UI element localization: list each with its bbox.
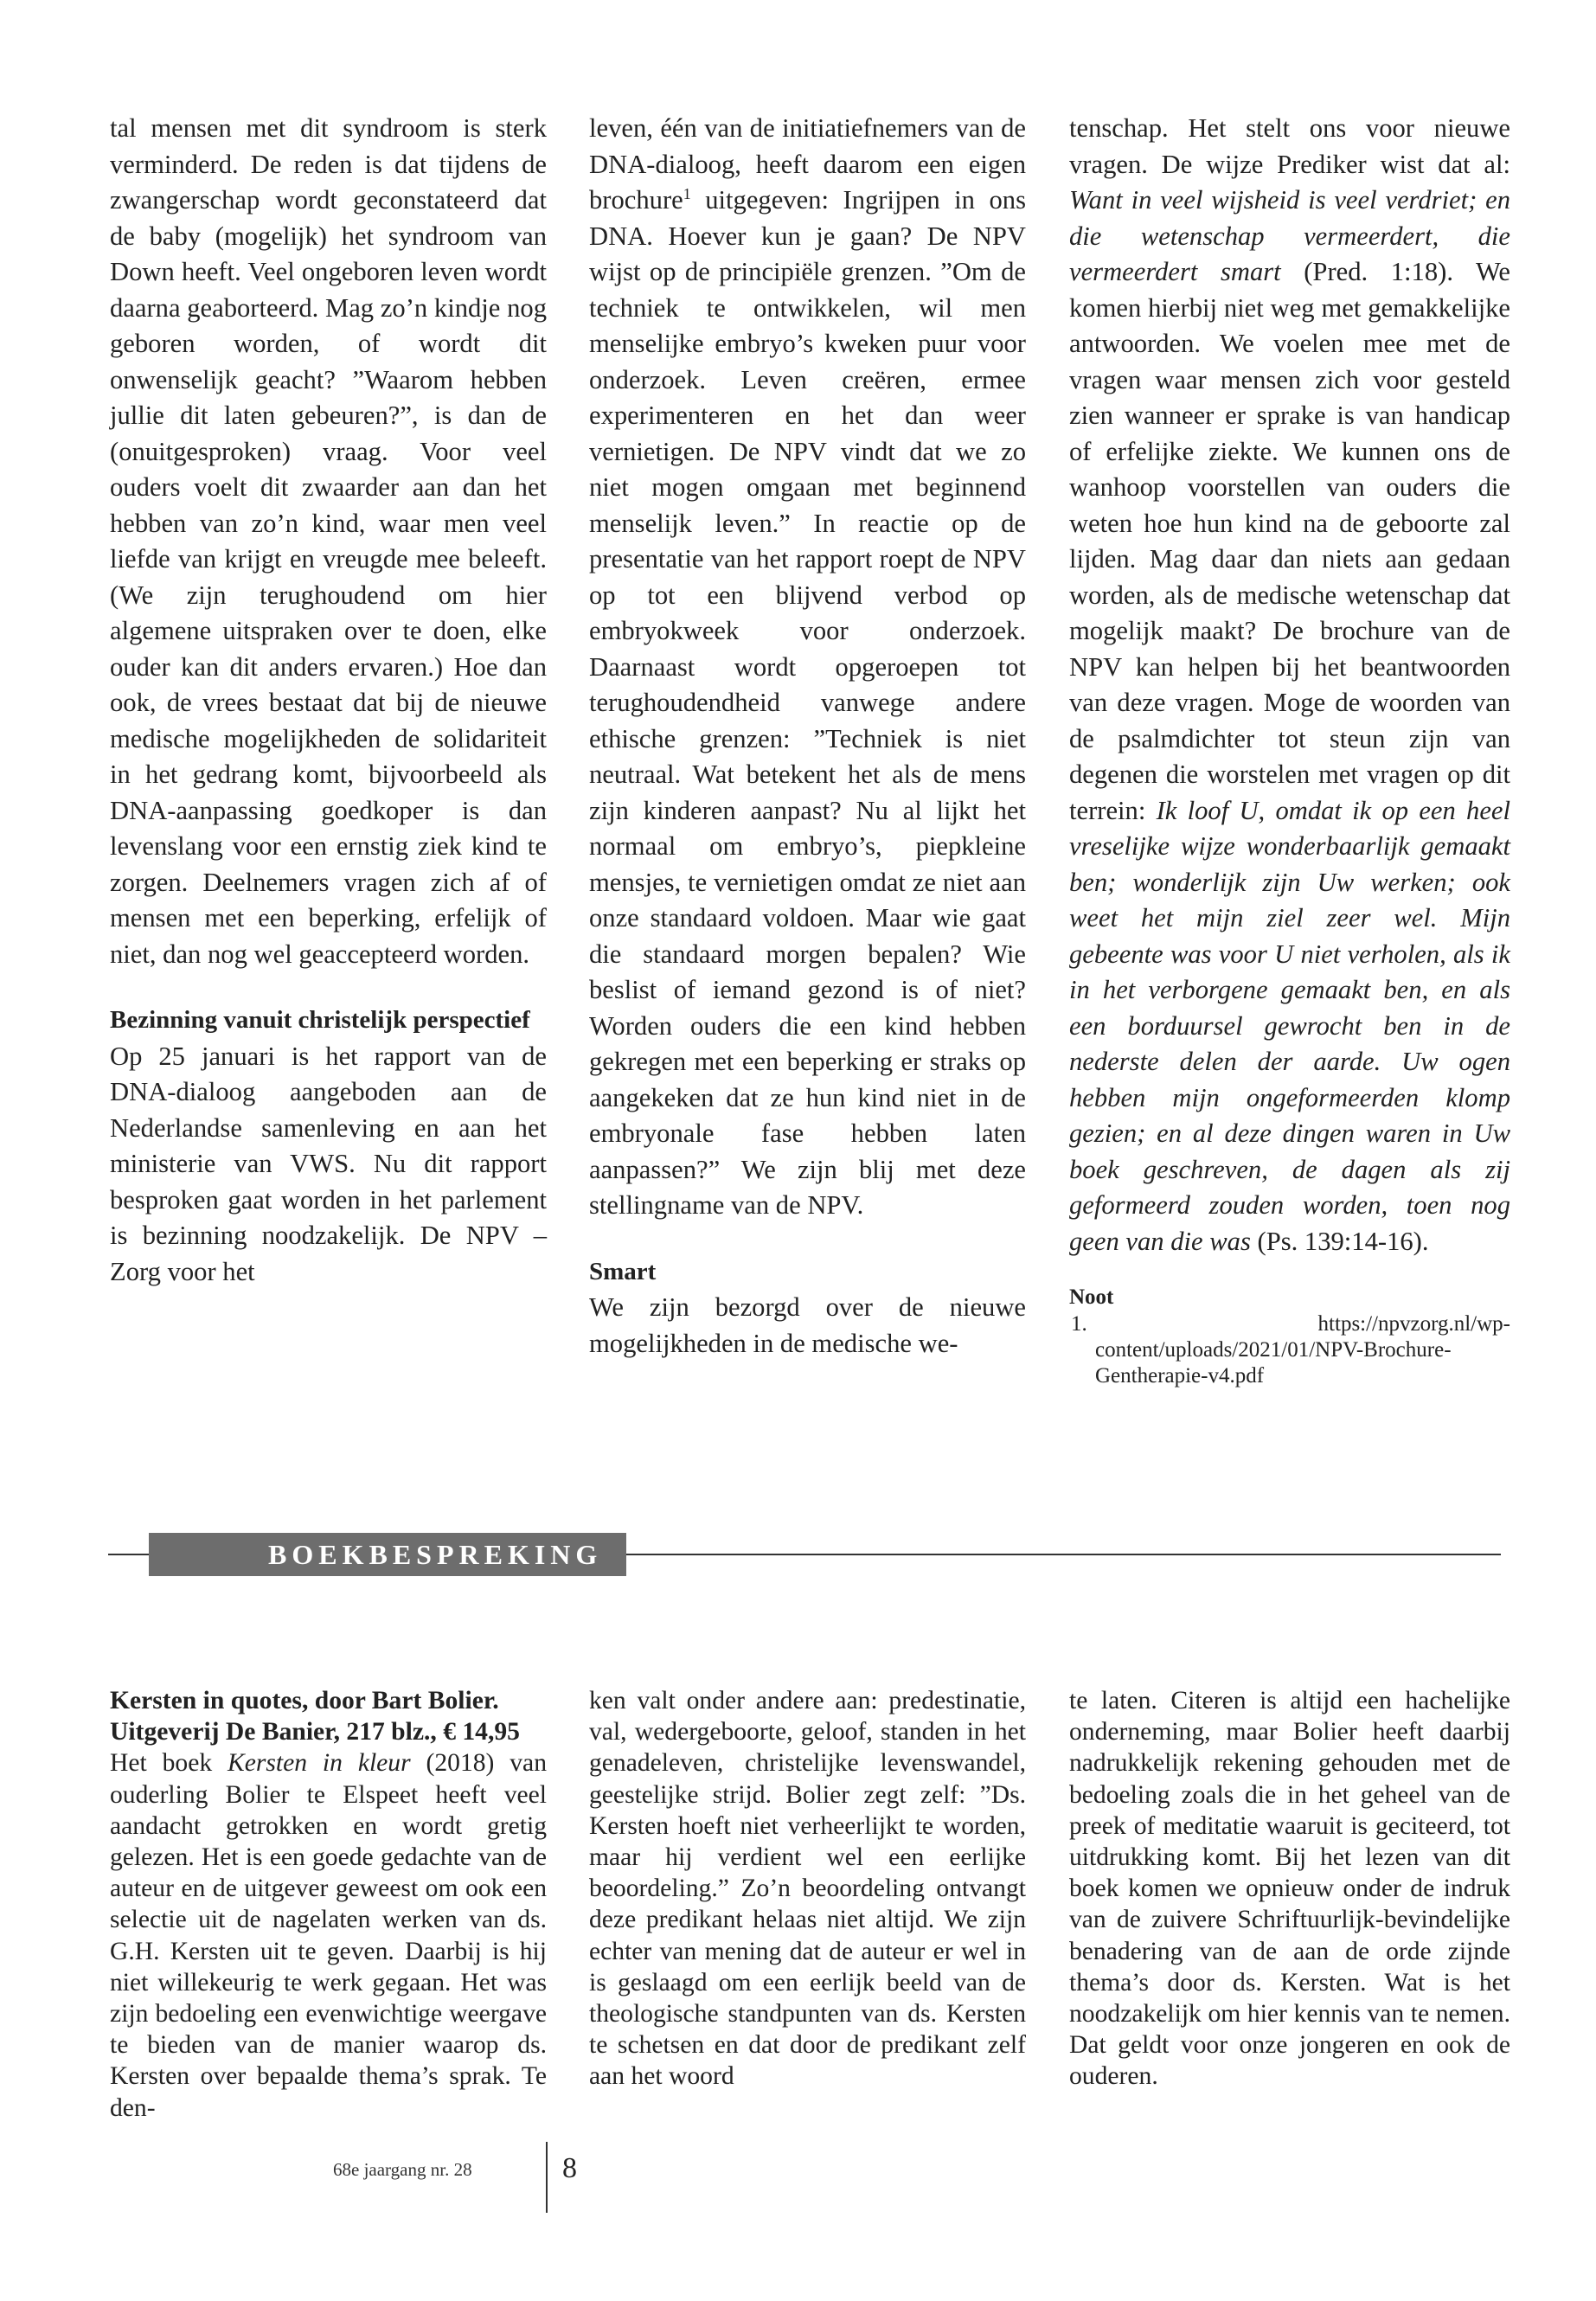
article-column-1 — [110, 111, 547, 1290]
article-paragraph — [1069, 111, 1510, 1259]
footnote-heading: Noot — [1069, 1285, 1114, 1309]
article-paragraph: tal mensen met dit syndroom is sterk verminderd. De reden is dat tijdens de zwangerschap wordt geconstateerd dat de baby (mogelijk) het syndroom van Down heeft. Veel ongeboren leven wordt daarna geaborteerd. Mag zo’n kindje nog geboren worden, of wordt dit onwenselijk geacht? ”Waarom hebben jullie dit laten gebeuren?”, is dan de (onuitgesproken) vraag. Voor veel ouders voelt dit zwaarder aan dan het hebben van zo’n kind, waar men veel liefde van krijgt en vreugde mee beleeft. (We zijn terughoudend om hier algemene uitspraken over te doen, elke ouder kan dit anders ervaren.) Hoe dan ook, de vrees bestaat dat bij de nieuwe medische mogelijkheden de solidariteit in het gedrang komt, bijvoorbeeld als DNA-aanpassing goedkoper is dan levenslang voor een ernstig ziek kind te zorgen. Deelnemers vragen zich af of mensen met een beperking, erfelijk of niet, dan nog wel geaccepteerd worden. — [110, 113, 547, 969]
review-paragraph: ken valt onder andere aan: predestinatie, val, wedergeboorte, geloof, standen in het genadeleven, christelijke levenswandel, geestelijke strijd. Bolier zegt zelf: ”Ds. Kersten hoeft niet verheerlijkt te worden, maar hij verdient wel een eerlijke beoordeling.” Zo’n beoordeling ontvangt deze predikant helaas niet altijd. We zijn echter van mening dat de auteur er wel in is geslaagd om een eerlijk beeld van de theologische standpunten van ds. Kersten te schetsen en dat door de predikant zelf aan het woord — [589, 1687, 1026, 2091]
review-paragraph: te laten. Citeren is altijd een hachelijke onderneming, maar Bolier heeft daarbij nadrukkelijk rekening gehouden met de bedoeling zoals die in het geheel van de preek of meditatie waaruit is geciteerd, tot uitdrukking komt. Bij het lezen van dit boek komen we opnieuw onder de indruk van de zuivere Schriftuurlijk-bevindelijke benadering van de aan de orde zijnde thema’s door ds. Kersten. Wat is het noodzakelijk om hier kennis van te nemen. Dat geldt voor onze jongeren en ook de ouderen. — [1069, 1687, 1510, 2091]
article-text: uitgegeven: Ingrijpen in ons DNA. Hoever kun je gaan? De NPV wijst op de principiële grenzen. ”Om de techniek te ontwikkelen, wil men menselijke embryo’s kweken puur voor onderzoek. Leven creëren, ermee experimenteren en het dan weer vernietigen. De NPV vindt dat we zo niet mogen omgaan met beginnend menselijk leven.” In reactie op de presentatie van het rapport roept de NPV op tot een blijvend verbod op embryokweek voor onderzoek. Daarnaast wordt opgeroepen tot terughoudendheid vanwege andere ethische grenzen: ”Techniek is niet neutraal. Wat betekent het als de mens zijn kinderen aanpast? Nu al lijkt het normaal om embryo’s, piepkleine mensjes, te vernietigen omdat ze niet aan onze standaard voldoen. Maar wie gaat die standaard morgen bepalen? Wie beslist of iemand gezond is of niet? Worden ouders die een kind hebben gekregen met een beperking er straks op aangekeken dat ze hun kind niet in de embryonale fase hebben laten aanpassen?” We zijn blij met deze stellingname van de NPV. — [589, 185, 1026, 1220]
review-column-3 — [1069, 1685, 1510, 2093]
footnote-reference[interactable]: 1 — [683, 185, 691, 202]
section-heading-bezinning: Bezinning vanuit christelijk perspectief — [110, 1006, 530, 1034]
article-column-3 — [1069, 111, 1510, 1389]
section-label: BOEKBESPREKING — [149, 1533, 626, 1576]
article-text: (Pred. 1:18). We komen hierbij niet weg met gemakkelijke antwoorden. We voelen mee met de vragen waar mensen zich voor gesteld zien wanneer er sprake is van handicap of erfelijke ziekte. We kunnen ons de wanhoop voorstellen van ouders die weten hoe hun kind na de geboorte zal lijden. Mag daar dan niets aan gedaan worden, als de medische wetenschap dat mogelijk maakt? De brochure van de NPV kan helpen bij het beantwoorden van deze vragen. Moge de woorden van de psalmdichter tot steun zijn van degenen die worstelen met vragen op dit terrein: — [1069, 257, 1510, 825]
footer-divider — [546, 2142, 548, 2213]
book-title: Kersten in kleur — [228, 1749, 411, 1778]
review-column-2 — [589, 1685, 1026, 2093]
review-text: Het boek — [110, 1749, 228, 1778]
review-title: Kersten in quotes, door Bart Bolier. Uitgeverij De Banier, 217 blz., € 14,95 — [110, 1687, 520, 1747]
review-paragraph — [110, 1747, 547, 2123]
section-heading-smart: Smart — [589, 1257, 657, 1285]
bible-quote: Ik loof U, omdat ik op een heel vreselijke wijze wonderbaarlijk gemaakt ben; wonderlijk zijn Uw werken; ook weet het mijn ziel zeer wel. Mijn gebeente was voor U niet verholen, als ik in het verborgene gemaakt ben, en als een borduursel gewrocht ben in de nederste delen der aarde. Uw ogen hebben mijn ongeformeerden klomp gezien; en al deze dingen waren in Uw boek geschreven, de dagen als zij geformeerd zouden worden, toen nog geen van die was — [1069, 795, 1510, 1256]
footnote-item[interactable]: 1. https://npvzorg.nl/wp-content/uploads/2021/01/NPV-Brochure-Gentherapie-v4.pdf — [1071, 1312, 1510, 1388]
page-number: 8 — [562, 2152, 577, 2184]
article-text: leven, één van de initiatiefnemers van de DNA-dialoog, heeft daarom een eigen brochure — [589, 113, 1026, 215]
article-paragraph: We zijn bezorgd over de nieuwe mogelijkheden in de medische we- — [589, 1292, 1026, 1358]
article-column-2 — [589, 111, 1026, 1362]
bible-quote: Want in veel wijsheid is veel verdriet; en die wetenschap vermeerdert, die vermeerdert smart — [1069, 185, 1510, 286]
review-column-1 — [110, 1685, 547, 2124]
article-paragraph — [589, 111, 1026, 1224]
review-text: (2018) van ouderling Bolier te Elspeet heeft veel aandacht getrokken en wordt gretig gelezen. Het is een goede gedachte van de auteur en de uitgever geweest om ook een selectie uit de nagelaten werken van ds. G.H. Kersten uit te geven. Daarbij is hij niet willekeurig te werk gegaan. Het was zijn bedoeling een evenwichtige weergave te bieden van de manier waarop ds. Kersten over bepaalde thema’s sprak. Te den- — [110, 1749, 547, 2122]
footer-issue: 68e jaargang nr. 28 — [333, 2159, 472, 2180]
article-paragraph: Op 25 januari is het rapport van de DNA-dialoog aangeboden aan de Nederlandse samenleving en aan het ministerie van VWS. Nu dit rapport besproken gaat worden in het parlement is bezinning noodzakelijk. De NPV – Zorg voor het — [110, 1041, 547, 1286]
article-text: tenschap. Het stelt ons voor nieuwe vragen. De wijze Prediker wist dat al: — [1069, 113, 1510, 179]
article-text: (Ps. 139:14-16). — [1250, 1226, 1429, 1256]
